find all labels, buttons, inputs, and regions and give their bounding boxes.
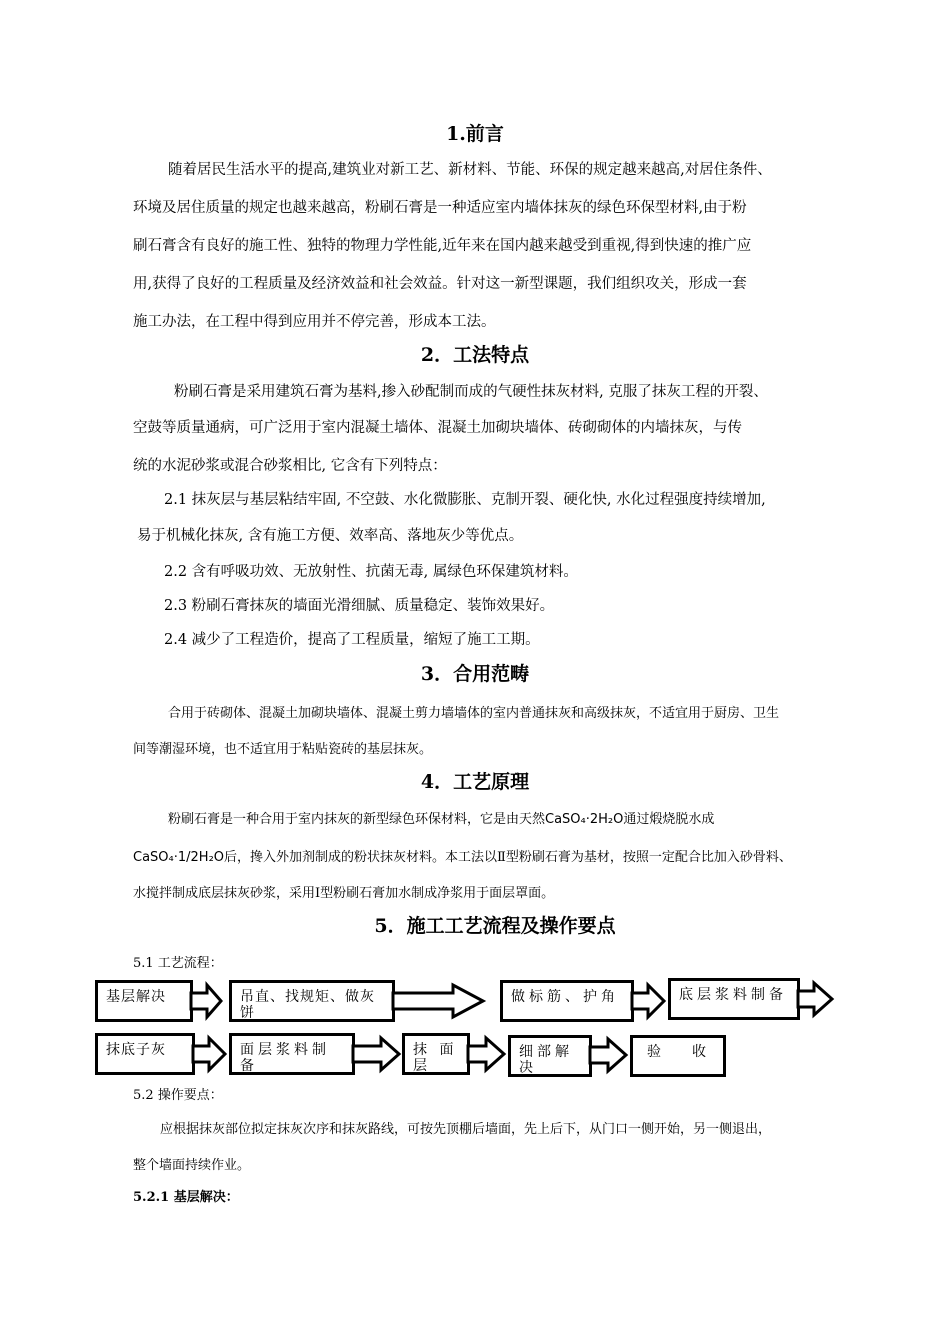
process-subheading-base: 5.2.1 基层解决： [133, 1190, 239, 1205]
principle-line-1 [168, 808, 714, 827]
features-item-2-3: 2.3 粉刷石膏抹灰的墙面光滑细腻、质量稳定、装饰效果好。 [164, 598, 555, 614]
flow-step-label: 吊直、找规矩、做灰饼 [240, 989, 375, 1021]
flow-step-label: 基层解决 [106, 989, 166, 1005]
flow-arrow-icon [590, 1039, 628, 1071]
scope-line-1: 合用于砖砌体、混凝土加砌块墙体、混凝土剪力墙墙体的室内普通抹灰和高级抹灰，不适宜用于厨房、卫生 [168, 706, 780, 721]
features-item-2-1-cont: 易于机械化抹灰, 含有施工方便、效率高、落地灰少等优点。 [137, 528, 524, 544]
features-line-1: 粉刷石膏是采用建筑石膏为基料,掺入砂配制而成的气硬性抹灰材料, 克服了抹灰工程的开裂、 [174, 384, 768, 400]
flow-step-base-coat [95, 1033, 195, 1075]
flow-step-label: 做标筋、护角 [511, 989, 619, 1005]
flow-step-label: 验 收 [647, 1044, 707, 1060]
flow-step-label: 抹底子灰 [106, 1042, 166, 1058]
preface-line-3: 刷石膏含有良好的施工性、独特的物理力学性能,近年来在国内越来越受到重视,得到快速的推广应 [133, 238, 752, 254]
flow-step-acceptance [630, 1035, 726, 1077]
flow-step-finish-mortar [229, 1033, 355, 1075]
heading-principle: 4．工艺原理 [420, 771, 530, 793]
flow-step-screed-corner [500, 980, 634, 1022]
heading-scope: 3．合用范畴 [420, 663, 530, 685]
principle-line-2 [133, 846, 792, 865]
flow-arrow-icon [393, 985, 485, 1017]
ops-line-2: 整个墙面持续作业。 [133, 1158, 251, 1173]
ops-line-1: 应根据抹灰部位拟定抹灰次序和抹灰路线，可按先顶棚后墙面，先上后下，从门口一侧开始，另一侧退出， [160, 1122, 772, 1137]
flow-step-finish-coat [402, 1033, 470, 1075]
flow-step-base-mortar [668, 978, 800, 1020]
principle-line-3: 水搅拌制成底层抹灰砂浆，采用Ⅰ型粉刷石膏加水制成净浆用于面层罩面。 [133, 886, 555, 901]
scope-line-2: 间等潮湿环境，也不适宜用于粘贴瓷砖的基层抹灰。 [133, 742, 433, 757]
features-line-3: 统的水泥砂浆或混合砂浆相比, 它含有下列特点： [133, 458, 447, 474]
process-subheading-ops: 5.2 操作要点： [133, 1088, 223, 1103]
principle-line-1-text: 粉刷石膏是一种合用于室内抹灰的新型绿色环保材料，它是由天然 [168, 812, 546, 827]
flow-arrow-icon [193, 1038, 227, 1070]
flow-step-label: 细部解决 [519, 1044, 573, 1076]
flow-arrow-icon [798, 983, 834, 1015]
principle-line-2-text: 后，搀入外加剂制成的粉状抹灰材料。本工法以Ⅱ型粉刷石膏为基材，按照一定配合比加入砂骨料、 [224, 850, 792, 865]
preface-line-1: 随着居民生活水平的提高,建筑业对新工艺、新材料、节能、环保的规定越来越高,对居住条件、 [168, 162, 772, 178]
flow-step-plumb-square [229, 980, 395, 1022]
heading-process: 5．施工工艺流程及操作要点 [374, 915, 616, 937]
formula-gypsum-hemihydrate: CaSO₄·1/2H₂O [133, 850, 225, 865]
formula-gypsum-dihydrate: CaSO₄·2H₂O [545, 812, 624, 827]
heading-preface: 1.前言 [446, 123, 504, 145]
flow-arrow-icon [191, 985, 223, 1017]
flow-step-label: 底层浆料制备 [679, 987, 787, 1003]
flow-step-details [508, 1035, 592, 1077]
flow-step-label: 面层浆料制备 [240, 1042, 330, 1074]
flow-arrow-icon [353, 1038, 401, 1070]
flow-arrow-icon [632, 985, 666, 1017]
features-line-2: 空鼓等质量通病，可广泛用于室内混凝土墙体、混凝土加砌块墙体、砖砌砌体的内墙抹灰，与传 [133, 420, 742, 436]
features-item-2-1: 2.1 抹灰层与基层粘结牢固, 不空鼓、水化微膨胀、克制开裂、硬化快, 水化过程强度持续增加, [164, 492, 766, 508]
heading-features: 2．工法特点 [420, 344, 530, 366]
process-subheading-flow: 5.1 工艺流程： [133, 956, 223, 971]
principle-line-1-tail: 通过煅烧脱水成 [623, 812, 715, 827]
flow-step-base-treatment [95, 980, 193, 1022]
preface-line-2: 环境及居住质量的规定也越来越高，粉刷石膏是一种适应室内墙体抹灰的绿色环保型材料,由于粉 [133, 200, 747, 216]
preface-line-5: 施工办法，在工程中得到应用并不停完善，形成本工法。 [133, 314, 496, 330]
flow-step-label: 抹 面层 [413, 1042, 458, 1074]
features-item-2-2: 2.2 含有呼吸功效、无放射性、抗菌无毒, 属绿色环保建筑材料。 [164, 564, 578, 580]
flow-arrow-icon [468, 1038, 506, 1070]
preface-line-4: 用,获得了良好的工程质量及经济效益和社会效益。针对这一新型课题，我们组织攻关，形成一套 [133, 276, 747, 292]
features-item-2-4: 2.4 减少了工程造价，提高了工程质量，缩短了施工工期。 [164, 632, 540, 648]
